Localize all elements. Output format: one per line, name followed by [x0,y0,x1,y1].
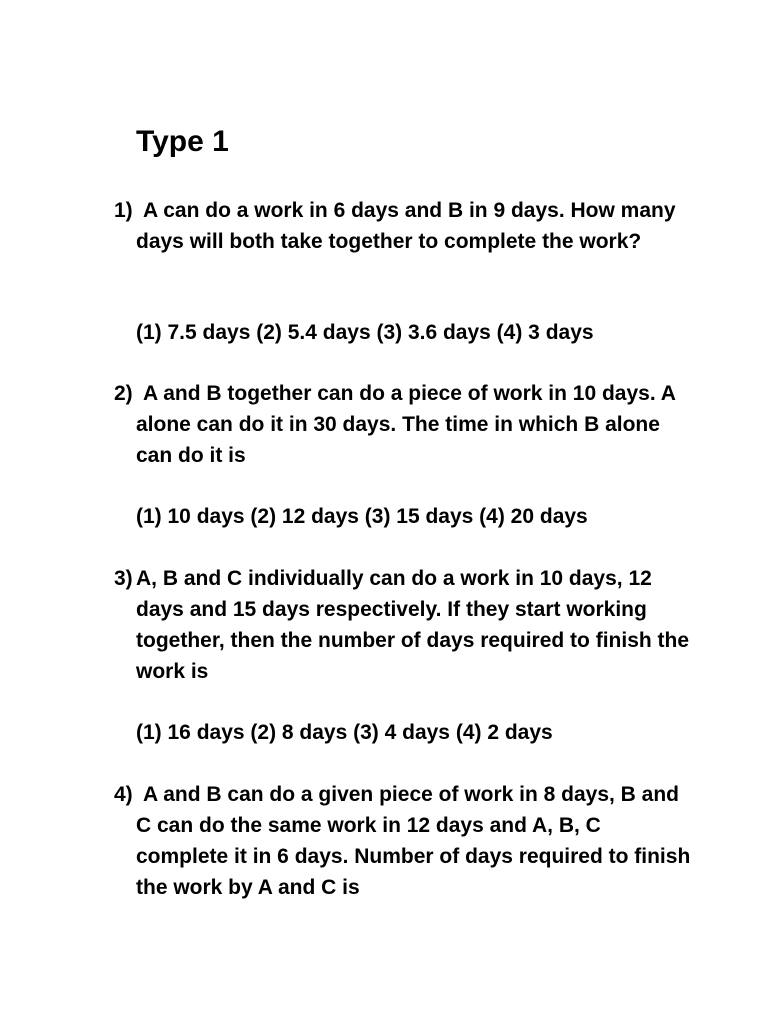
question-2-options: (1) 10 days (2) 12 days (3) 15 days (4) 20 days [136,505,588,528]
question-3-text: A, B and C individually can do a work in 10 days, 12 days and 15 days respectively. If they start working together, then the number of days required to finish the work is [136,567,690,683]
question-2-number: 2) [114,382,133,405]
page-title: Type 1 [136,125,229,158]
question-2-text: A and B together can do a piece of work in 10 days. A alone can do it in 30 days. The time in which B alone can do it is [136,382,676,467]
question-3-options: (1) 16 days (2) 8 days (3) 4 days (4) 2 days [136,721,553,744]
question-1-number: 1) [114,199,133,222]
question-4-number: 4) [114,783,133,806]
question-1-text: A can do a work in 6 days and B in 9 days. How many days will both take together to complete the work? [136,199,676,253]
question-3-number: 3) [114,567,133,590]
question-4-text: A and B can do a given piece of work in 8 days, B and C can do the same work in 12 days and A, B, C complete it in 6 days. Number of days required to finish the work by A and C is [136,783,691,899]
question-1-options: (1) 7.5 days (2) 5.4 days (3) 3.6 days (4) 3 days [136,321,594,344]
